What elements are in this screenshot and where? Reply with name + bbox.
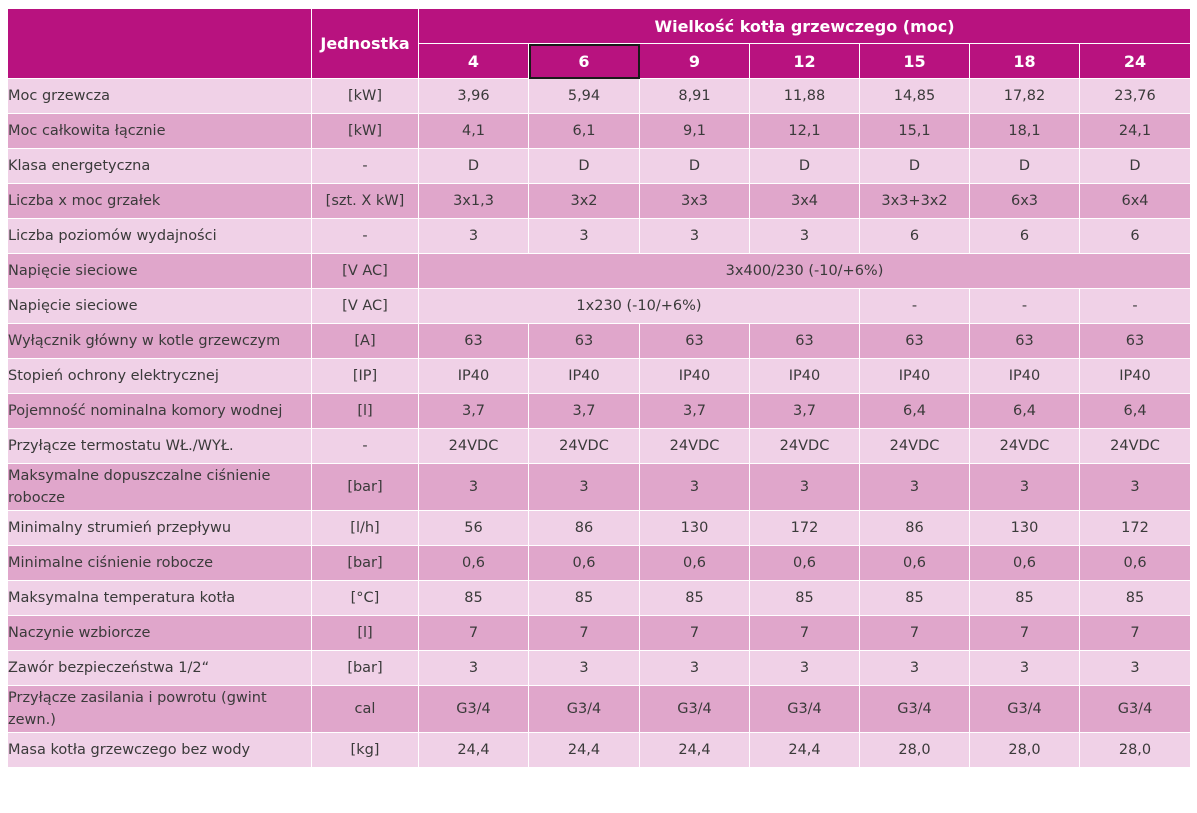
row-unit: [l/h] <box>312 511 419 546</box>
value-cell: G3/4 <box>419 686 529 733</box>
header-row-top <box>8 9 1191 44</box>
value-cell: 7 <box>750 616 860 651</box>
row-unit: [IP] <box>312 359 419 394</box>
row-label: Napięcie sieciowe <box>8 254 312 289</box>
value-cell: 85 <box>419 581 529 616</box>
value-cell: 24,4 <box>750 733 860 768</box>
value-cell: 3,96 <box>419 79 529 114</box>
value-cell: 28,0 <box>860 733 970 768</box>
value-cell: 9,1 <box>640 114 750 149</box>
size-header-24[interactable]: 24 <box>1080 44 1191 79</box>
value-cell: D <box>1080 149 1191 184</box>
table-row <box>8 464 1191 511</box>
value-cell: 3 <box>1080 464 1191 511</box>
value-cell: 3 <box>750 651 860 686</box>
value-cell: - <box>1080 289 1191 324</box>
value-cell: 3,7 <box>640 394 750 429</box>
value-cell: 14,85 <box>860 79 970 114</box>
value-cell: G3/4 <box>529 686 640 733</box>
value-cell: D <box>640 149 750 184</box>
value-cell: G3/4 <box>750 686 860 733</box>
row-label: Pojemność nominalna komory wodnej <box>8 394 312 429</box>
value-cell: 63 <box>1080 324 1191 359</box>
value-cell: 6,4 <box>860 394 970 429</box>
row-unit: [bar] <box>312 464 419 511</box>
value-cell: 3,7 <box>529 394 640 429</box>
row-unit: [kW] <box>312 79 419 114</box>
value-cell: 24,4 <box>640 733 750 768</box>
value-cell: 6,4 <box>1080 394 1191 429</box>
value-cell: 8,91 <box>640 79 750 114</box>
value-cell: 3 <box>419 464 529 511</box>
row-unit: [bar] <box>312 546 419 581</box>
value-cell: 6,1 <box>529 114 640 149</box>
value-cell: 6,4 <box>970 394 1080 429</box>
value-cell: 6x3 <box>970 184 1080 219</box>
value-cell: D <box>419 149 529 184</box>
value-cell: 0,6 <box>750 546 860 581</box>
value-cell: G3/4 <box>1080 686 1191 733</box>
value-cell: IP40 <box>970 359 1080 394</box>
value-cell: 63 <box>529 324 640 359</box>
table-row <box>8 546 1191 581</box>
value-cell: 24VDC <box>970 429 1080 464</box>
table-row <box>8 184 1191 219</box>
value-cell: 6x4 <box>1080 184 1191 219</box>
value-cell: G3/4 <box>640 686 750 733</box>
row-unit: - <box>312 219 419 254</box>
value-cell: 0,6 <box>1080 546 1191 581</box>
value-cell: 3 <box>860 464 970 511</box>
row-label: Zawór bezpieczeństwa 1/2“ <box>8 651 312 686</box>
row-label: Liczba x moc grzałek <box>8 184 312 219</box>
value-cell: 24VDC <box>750 429 860 464</box>
table-row <box>8 686 1191 733</box>
row-unit: [V AC] <box>312 289 419 324</box>
row-unit: [l] <box>312 616 419 651</box>
value-cell: 24,4 <box>529 733 640 768</box>
label-header-cell <box>8 9 312 79</box>
value-cell: 3 <box>970 651 1080 686</box>
value-cell: - <box>970 289 1080 324</box>
value-cell: 56 <box>419 511 529 546</box>
unit-header: Jednostka <box>312 9 419 79</box>
value-cell: G3/4 <box>860 686 970 733</box>
row-unit: - <box>312 149 419 184</box>
value-cell: 7 <box>1080 616 1191 651</box>
value-cell: 3 <box>640 464 750 511</box>
value-cell: 6 <box>860 219 970 254</box>
value-cell: 63 <box>640 324 750 359</box>
value-cell: 3 <box>529 651 640 686</box>
size-header-15[interactable]: 15 <box>860 44 970 79</box>
table-row <box>8 394 1191 429</box>
value-cell: 63 <box>419 324 529 359</box>
value-cell: 24VDC <box>860 429 970 464</box>
table-row <box>8 651 1191 686</box>
value-cell: 3 <box>750 219 860 254</box>
value-cell: D <box>860 149 970 184</box>
row-label: Stopień ochrony elektrycznej <box>8 359 312 394</box>
value-cell: 3 <box>1080 651 1191 686</box>
table-row <box>8 733 1191 768</box>
value-cell: 7 <box>419 616 529 651</box>
value-cell: 7 <box>529 616 640 651</box>
value-cell: IP40 <box>529 359 640 394</box>
value-cell: G3/4 <box>970 686 1080 733</box>
table-row <box>8 149 1191 184</box>
row-label: Maksymalna temperatura kotła <box>8 581 312 616</box>
row-label: Minimalne ciśnienie robocze <box>8 546 312 581</box>
value-cell: 3x3 <box>640 184 750 219</box>
row-unit: [szt. X kW] <box>312 184 419 219</box>
table-row <box>8 511 1191 546</box>
row-label: Minimalny strumień przepływu <box>8 511 312 546</box>
value-cell: 63 <box>860 324 970 359</box>
value-cell: IP40 <box>750 359 860 394</box>
value-cell: 18,1 <box>970 114 1080 149</box>
row-unit: - <box>312 429 419 464</box>
value-cell: 3x4 <box>750 184 860 219</box>
value-cell: 15,1 <box>860 114 970 149</box>
value-cell: 172 <box>1080 511 1191 546</box>
value-cell: 0,6 <box>529 546 640 581</box>
value-cell: 24,1 <box>1080 114 1191 149</box>
value-cell: 0,6 <box>419 546 529 581</box>
row-unit: [°C] <box>312 581 419 616</box>
size-header-6[interactable]: 6 <box>529 44 640 79</box>
value-cell: 28,0 <box>970 733 1080 768</box>
value-cell: 85 <box>1080 581 1191 616</box>
row-label: Moc grzewcza <box>8 79 312 114</box>
row-label: Klasa energetyczna <box>8 149 312 184</box>
row-label: Masa kotła grzewczego bez wody <box>8 733 312 768</box>
row-unit: [kg] <box>312 733 419 768</box>
merged-value-cell: 1x230 (-10/+6%) <box>419 289 860 324</box>
row-label: Naczynie wzbiorcze <box>8 616 312 651</box>
value-cell: 3x1,3 <box>419 184 529 219</box>
value-cell: IP40 <box>640 359 750 394</box>
row-unit: [A] <box>312 324 419 359</box>
value-cell: 11,88 <box>750 79 860 114</box>
row-unit: [kW] <box>312 114 419 149</box>
size-header-12[interactable]: 12 <box>750 44 860 79</box>
value-cell: IP40 <box>1080 359 1191 394</box>
row-unit: cal <box>312 686 419 733</box>
boiler-spec-table <box>7 8 1191 768</box>
value-cell: 0,6 <box>970 546 1080 581</box>
value-cell: 63 <box>970 324 1080 359</box>
value-cell: 3 <box>419 219 529 254</box>
table-row <box>8 359 1191 394</box>
value-cell: 3x2 <box>529 184 640 219</box>
row-label: Napięcie sieciowe <box>8 289 312 324</box>
size-header-4[interactable]: 4 <box>419 44 529 79</box>
value-cell: 130 <box>640 511 750 546</box>
size-header-18[interactable]: 18 <box>970 44 1080 79</box>
value-cell: 23,76 <box>1080 79 1191 114</box>
value-cell: 24VDC <box>640 429 750 464</box>
table-row <box>8 114 1191 149</box>
value-cell: 85 <box>970 581 1080 616</box>
value-cell: 3 <box>640 219 750 254</box>
value-cell: 3 <box>750 464 860 511</box>
value-cell: 3,7 <box>419 394 529 429</box>
spec-table-body <box>8 79 1191 768</box>
value-cell: 7 <box>860 616 970 651</box>
table-row <box>8 219 1191 254</box>
row-unit: [bar] <box>312 651 419 686</box>
value-cell: 3 <box>529 464 640 511</box>
row-unit: [V AC] <box>312 254 419 289</box>
table-row <box>8 616 1191 651</box>
value-cell: IP40 <box>419 359 529 394</box>
value-cell: 3,7 <box>750 394 860 429</box>
row-label: Liczba poziomów wydajności <box>8 219 312 254</box>
value-cell: 4,1 <box>419 114 529 149</box>
value-cell: 0,6 <box>640 546 750 581</box>
value-cell: - <box>860 289 970 324</box>
row-label: Wyłącznik główny w kotle grzewczym <box>8 324 312 359</box>
value-cell: 6 <box>1080 219 1191 254</box>
table-row <box>8 581 1191 616</box>
row-label: Przyłącze termostatu WŁ./WYŁ. <box>8 429 312 464</box>
value-cell: D <box>529 149 640 184</box>
value-cell: 7 <box>640 616 750 651</box>
row-label: Maksymalne dopuszczalne ciśnienie robocze <box>8 464 312 511</box>
merged-value-cell: 3x400/230 (-10/+6%) <box>419 254 1191 289</box>
value-cell: 3 <box>419 651 529 686</box>
value-cell: 5,94 <box>529 79 640 114</box>
value-cell: 3 <box>640 651 750 686</box>
value-cell: 85 <box>860 581 970 616</box>
value-cell: 3 <box>970 464 1080 511</box>
value-cell: 7 <box>970 616 1080 651</box>
size-header-9[interactable]: 9 <box>640 44 750 79</box>
value-cell: 17,82 <box>970 79 1080 114</box>
value-cell: 86 <box>529 511 640 546</box>
table-row <box>8 289 1191 324</box>
value-cell: 0,6 <box>860 546 970 581</box>
row-label: Moc całkowita łącznie <box>8 114 312 149</box>
value-cell: 85 <box>640 581 750 616</box>
table-row <box>8 79 1191 114</box>
table-row <box>8 324 1191 359</box>
value-cell: 28,0 <box>1080 733 1191 768</box>
row-label: Przyłącze zasilania i powrotu (gwint zewn.) <box>8 686 312 733</box>
value-cell: 3x3+3x2 <box>860 184 970 219</box>
value-cell: 24VDC <box>1080 429 1191 464</box>
row-unit: [l] <box>312 394 419 429</box>
value-cell: 24VDC <box>529 429 640 464</box>
value-cell: 24,4 <box>419 733 529 768</box>
value-cell: 12,1 <box>750 114 860 149</box>
size-group-header: Wielkość kotła grzewczego (moc) <box>419 9 1191 44</box>
value-cell: 85 <box>750 581 860 616</box>
value-cell: IP40 <box>860 359 970 394</box>
value-cell: 3 <box>860 651 970 686</box>
table-row <box>8 254 1191 289</box>
value-cell: D <box>970 149 1080 184</box>
value-cell: 85 <box>529 581 640 616</box>
table-row <box>8 429 1191 464</box>
value-cell: 63 <box>750 324 860 359</box>
value-cell: 6 <box>970 219 1080 254</box>
value-cell: D <box>750 149 860 184</box>
value-cell: 130 <box>970 511 1080 546</box>
value-cell: 86 <box>860 511 970 546</box>
value-cell: 24VDC <box>419 429 529 464</box>
value-cell: 172 <box>750 511 860 546</box>
value-cell: 3 <box>529 219 640 254</box>
